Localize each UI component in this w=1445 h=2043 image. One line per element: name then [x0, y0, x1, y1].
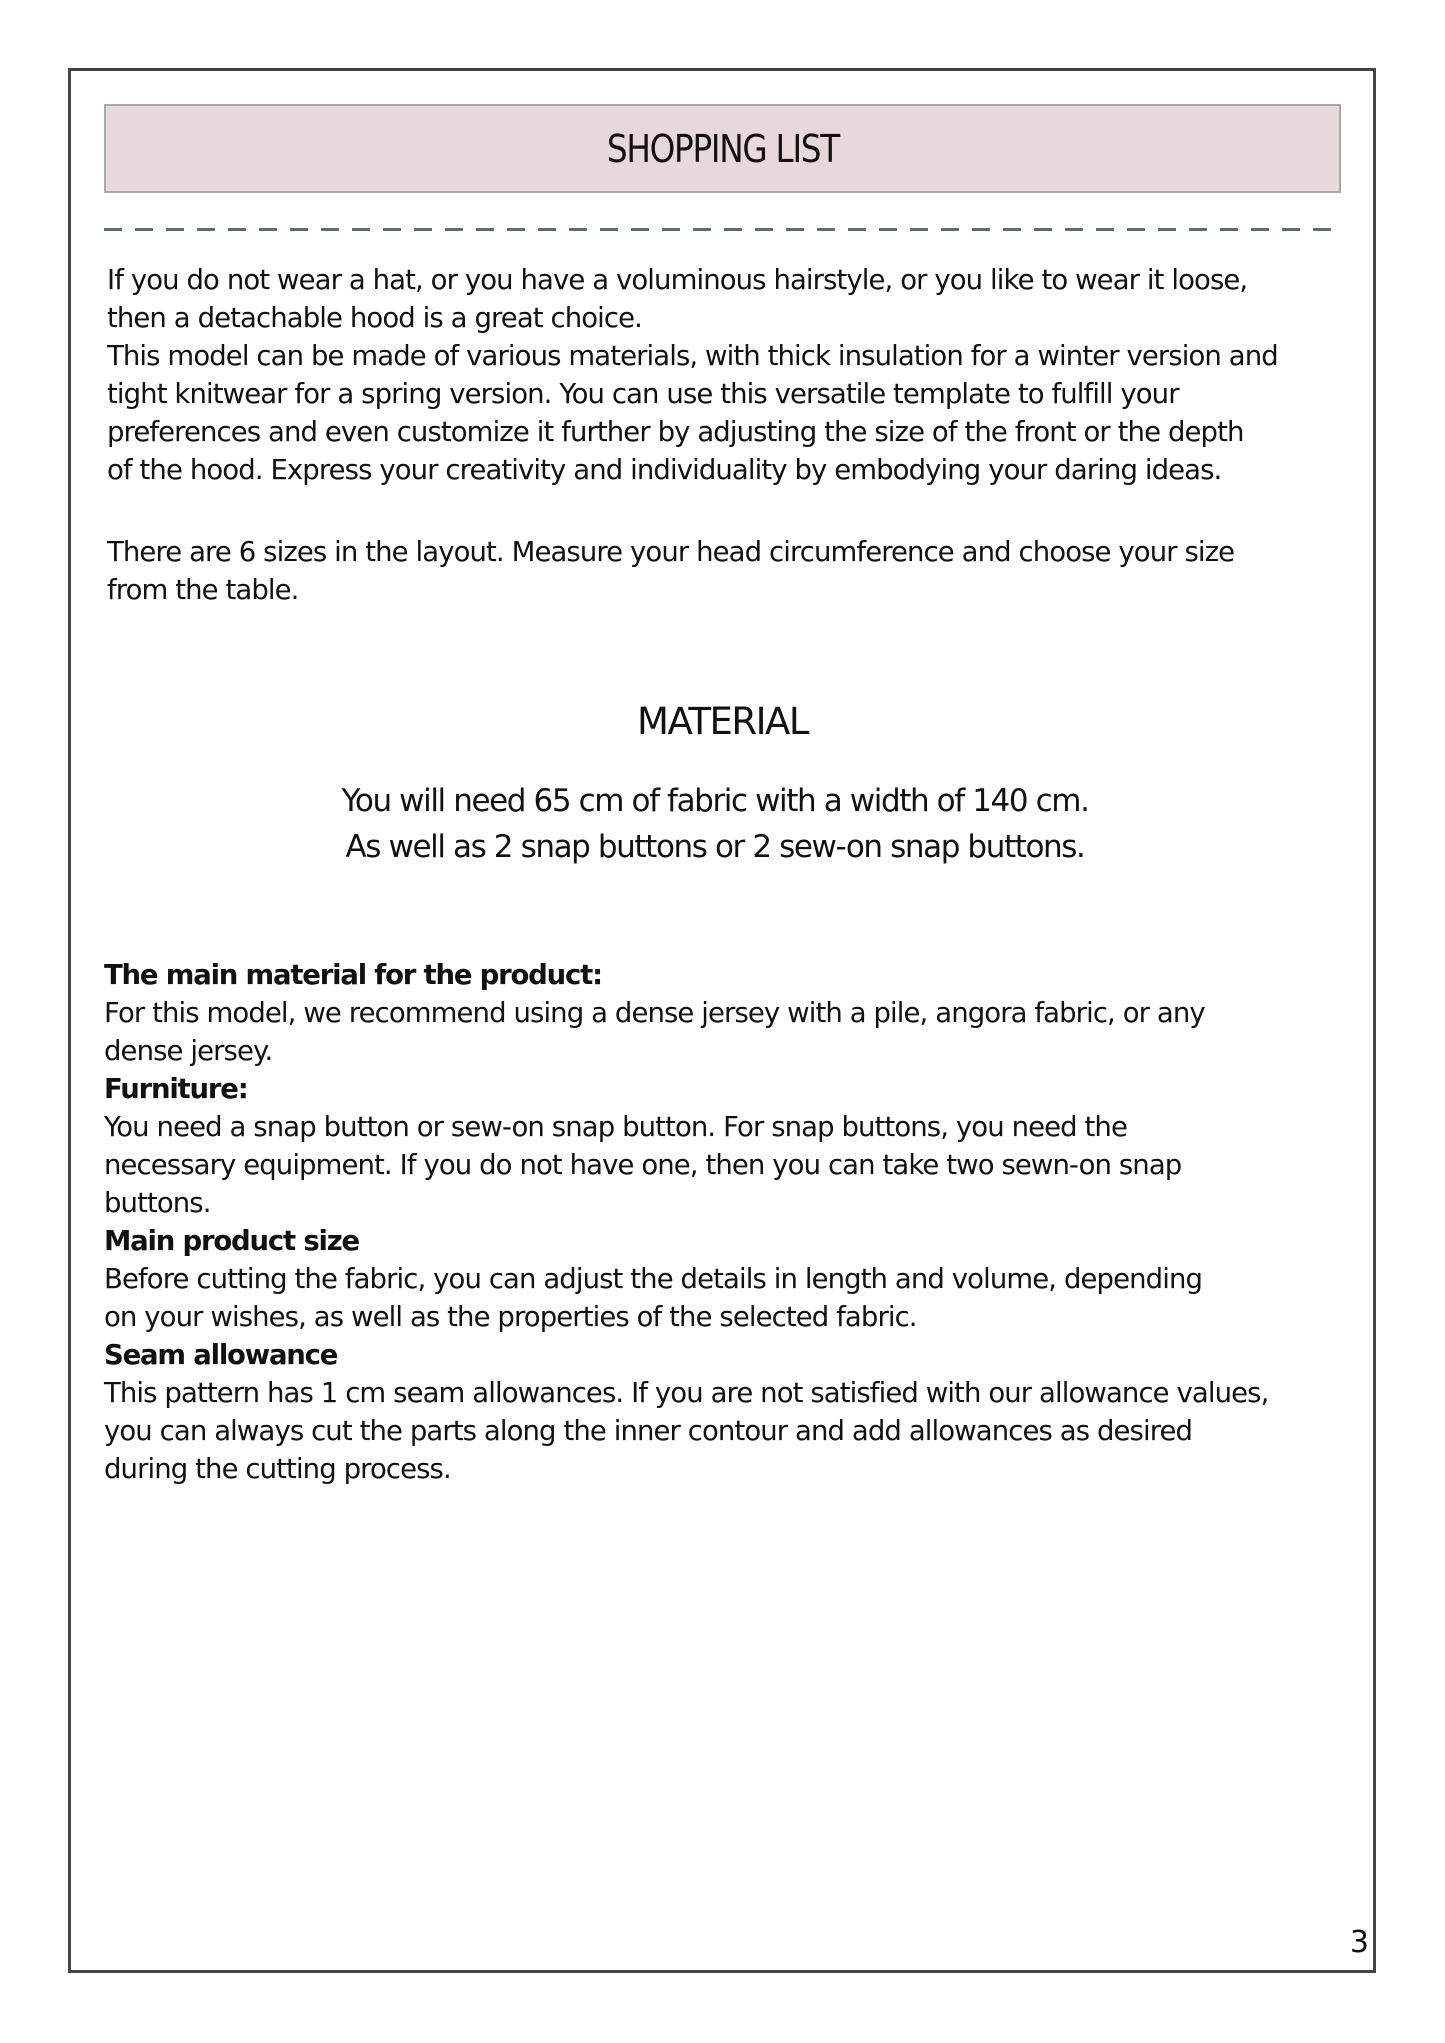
details-line: buttons.	[104, 1187, 211, 1219]
intro-paragraph	[107, 261, 1387, 489]
material-line: You will need 65 cm of fabric with a width of 140 cm.	[341, 783, 1089, 819]
details-line: dense jersey.	[104, 1035, 273, 1067]
material-line: As well as 2 snap buttons or 2 sew-on snap buttons.	[345, 829, 1085, 865]
material-summary	[0, 778, 1430, 870]
details-line: during the cutting process.	[104, 1453, 451, 1485]
page-number: 3	[1349, 1925, 1369, 1960]
intro-line: This model can be made of various materials, with thick insulation for a winter version and	[107, 340, 1278, 372]
sizes-line: from the table.	[107, 574, 299, 606]
section-heading-main-material: The main material for the product:	[104, 959, 602, 991]
dashed-divider	[104, 228, 1341, 232]
details-line: you can always cut the parts along the inner contour and add allowances as desired	[104, 1415, 1193, 1447]
material-heading: MATERIAL	[637, 700, 808, 743]
intro-line: If you do not wear a hat, or you have a voluminous hairstyle, or you like to wear it loose,	[107, 264, 1248, 296]
section-heading-main-product-size: Main product size	[104, 1225, 359, 1257]
details-line: on your wishes, as well as the properties of the selected fabric.	[104, 1301, 917, 1333]
intro-line: of the hood. Express your creativity and individuality by embodying your daring ideas.	[107, 454, 1222, 486]
intro-line: tight knitwear for a spring version. You can use this versatile template to fulfill your	[107, 378, 1179, 410]
page-title: SHOPPING LIST	[606, 126, 839, 171]
section-heading-furniture: Furniture:	[104, 1073, 248, 1105]
sizes-line: There are 6 sizes in the layout. Measure your head circumference and choose your size	[107, 536, 1235, 568]
details-line: Before cutting the fabric, you can adjust the details in length and volume, depending	[104, 1263, 1203, 1295]
details-section	[104, 956, 1384, 1488]
details-line: This pattern has 1 cm seam allowances. If you are not satisfied with our allowance values,	[104, 1377, 1269, 1409]
section-heading-seam-allowance: Seam allowance	[104, 1339, 338, 1371]
details-line: You need a snap button or sew-on snap button. For snap buttons, you need the	[104, 1111, 1127, 1143]
intro-line: preferences and even customize it further by adjusting the size of the front or the depth	[107, 416, 1244, 448]
title-banner	[104, 104, 1341, 193]
sizes-paragraph	[107, 533, 1387, 609]
details-line: For this model, we recommend using a dense jersey with a pile, angora fabric, or any	[104, 997, 1205, 1029]
intro-line: then a detachable hood is a great choice.	[107, 302, 642, 334]
details-line: necessary equipment. If you do not have one, then you can take two sewn-on snap	[104, 1149, 1182, 1181]
